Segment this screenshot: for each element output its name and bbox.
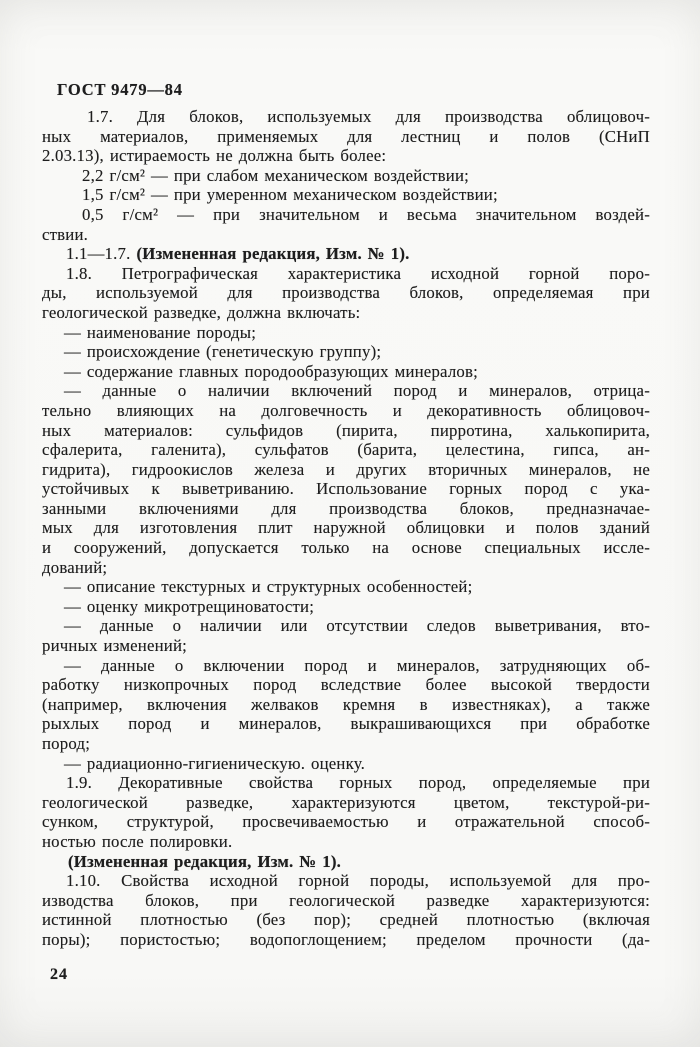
- text-line: поры); пористостью; водопоглощением; пределом прочности (да-: [42, 929, 650, 949]
- text-line: дований;: [42, 557, 108, 577]
- text-line: геологической разведке, должна включать:: [42, 302, 361, 322]
- text-line: — описание текстурных и структурных особенностей;: [64, 577, 473, 597]
- document-header-gost-number: ГОСТ 9479—84: [57, 80, 183, 99]
- bold-text-run: (Измененная редакция, Изм. № 1).: [136, 244, 410, 264]
- text-line: мых для изготовления плит наружной облицовки и полов зданий: [42, 518, 650, 538]
- text-line: изводства блоков, при геологической разведке характеризуются:: [42, 890, 650, 910]
- text-line: 1.7. Для блоков, используемых для производства облицовоч-: [87, 107, 650, 126]
- text-line: ных материалов, применяемых для лестниц и полов (СНиП: [42, 126, 650, 146]
- text-line: 1,5 г/см² — при умеренном механическом воздействии;: [82, 185, 498, 205]
- text-line: 1.9. Декоративные свойства горных пород, определяемые при: [66, 773, 650, 793]
- text-line: [42, 244, 650, 264]
- text-line: — наименование породы;: [64, 322, 257, 342]
- text-line: — происхождение (генетическую группу);: [64, 342, 382, 362]
- text-line: — радиационно-гигиеническую. оценку.: [64, 753, 366, 773]
- page-number: 24: [50, 966, 68, 983]
- text-line: — содержание главных породообразующих минералов;: [64, 361, 478, 381]
- text-line: сунком, структурой, просвечиваемостью и отражательной способ-: [42, 812, 650, 832]
- text-line: устойчивых к выветриванию. Использование горных пород с ука-: [42, 479, 650, 499]
- text-line: ностью после полировки.: [42, 831, 233, 851]
- text-line: — данные о наличии включений пород и минералов, отрица-: [64, 381, 650, 401]
- text-line: работку низкопрочных пород вследствие более высокой твердости: [42, 675, 650, 695]
- text-line: ды, используемой для производства блоков, определяемая при: [42, 283, 650, 303]
- text-line: гидрита), гидроокислов железа и других вторичных минералов, не: [42, 459, 650, 479]
- text-line: рыхлых пород и минералов, выкрашивающихся при обработке: [42, 714, 650, 734]
- text-line: — данные о включении пород и минералов, затрудняющих об-: [64, 655, 650, 675]
- text-line: 2.03.13), истираемость не должна быть более:: [42, 146, 387, 166]
- text-line: сфалерита, галенита), сульфатов (барита, целестина, гипса, ан-: [42, 440, 650, 460]
- text-line: ных материалов: сульфидов (пирита, пирротина, халькопирита,: [42, 420, 650, 440]
- text-line: геологической разведке, характеризуются цветом, текстурой-ри-: [42, 792, 650, 812]
- text-line: — данные о наличии или отсутствии следов выветривания, вто-: [64, 616, 650, 636]
- text-line: 1.8. Петрографическая характеристика исходной горной поро-: [66, 263, 650, 283]
- text-line: ствии.: [42, 224, 89, 244]
- text-line: 2,2 г/см² — при слабом механическом воздействии;: [82, 165, 470, 185]
- text-line: пород;: [42, 734, 91, 753]
- text-run: 1.1—1.7.: [66, 244, 137, 264]
- text-line: (Измененная редакция, Изм. № 1).: [68, 851, 342, 871]
- text-line: — оценку микротрещиноватости;: [64, 596, 315, 616]
- text-line: занными включениями для производства блоков, предназначае-: [42, 498, 650, 518]
- text-line: истинной плотностью (без пор); средней плотностью (включая: [42, 910, 650, 930]
- text-line: 0,5 г/см² — при значительном и весьма значительном воздей-: [82, 204, 650, 224]
- text-line: и сооружений, допускается только на основе специальных иссле-: [42, 538, 650, 558]
- document-body: [42, 107, 650, 950]
- text-line: ричных изменений;: [42, 636, 188, 656]
- text-line: 1.10. Свойства исходной горной породы, используемой для про-: [66, 871, 650, 891]
- text-line: тельно влияющих на долговечность и декоративность облицовоч-: [42, 400, 650, 420]
- text-line: (например, включения желваков кремня в известняках), а также: [42, 694, 650, 714]
